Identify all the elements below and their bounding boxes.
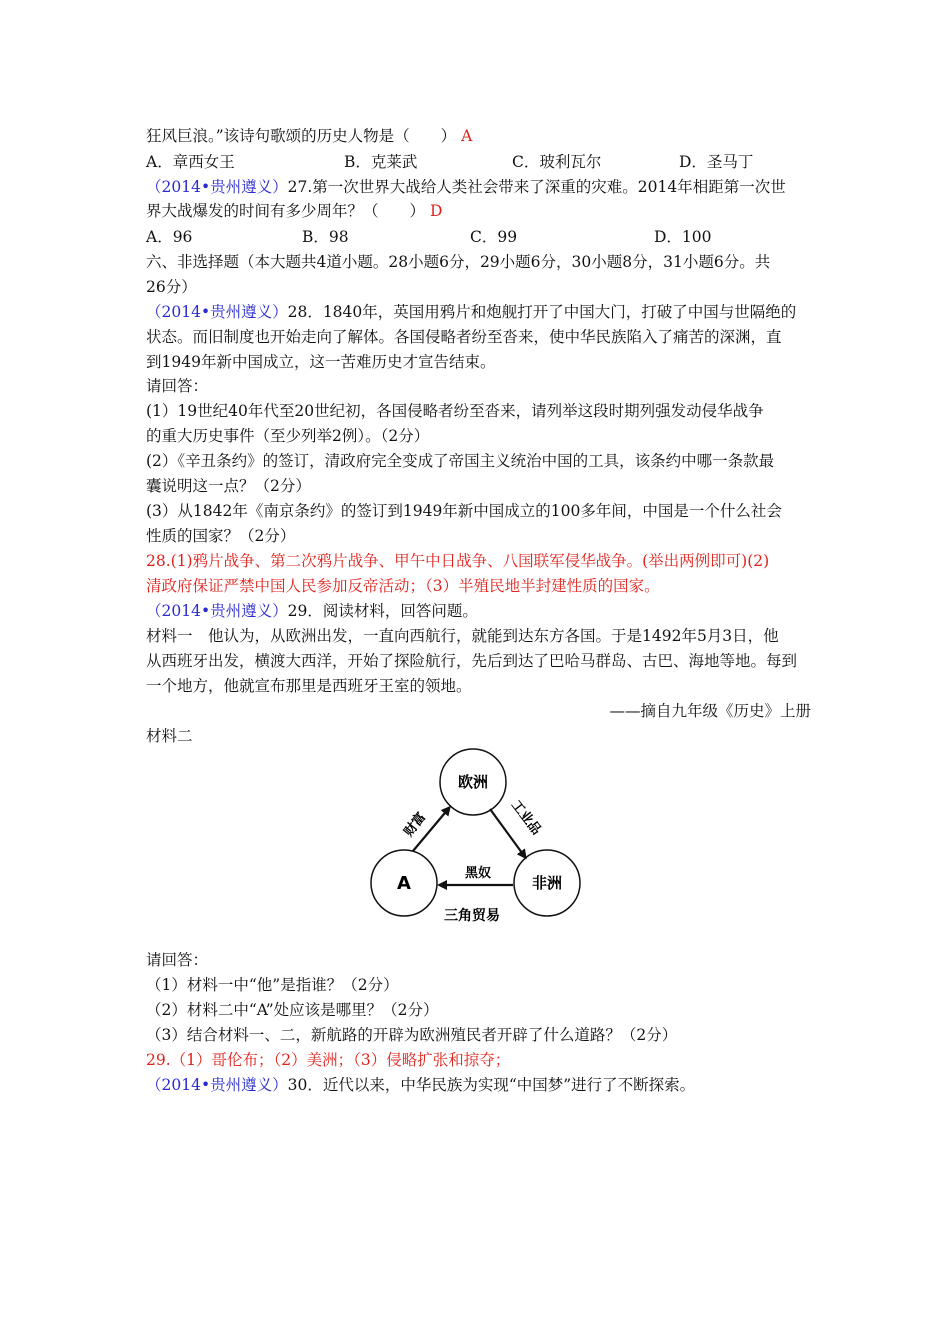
q28-sub2-line1: (2）《辛丑条约》的签订，清政府完全变成了帝国主义统治中国的工具，该条约中哪一条款最 (146, 452, 775, 470)
node-a-label: A (397, 873, 411, 894)
q28-sub3-line2: 性质的国家？（2分） (146, 527, 296, 545)
q30-source: （2014•贵州遵义） (146, 1076, 288, 1094)
africa-label: 非洲 (531, 874, 563, 892)
q29-sub3: （3）结合材料一、二，新航路的开辟为欧洲殖民者开辟了什么道路？（2分） (146, 1026, 678, 1044)
wealth-label: 财富 (401, 809, 430, 840)
q26-stem-text: 狂风巨浪。”该诗句歌颂的历史人物是（ ） (146, 127, 457, 145)
q27-stem-line1 (146, 177, 811, 197)
diagram-caption: 三角贸易 (444, 908, 500, 924)
q28-answer-line2: 清政府保证严禁中国人民参加反帝活动；（3）半殖民地半封建性质的国家。 (146, 577, 660, 595)
q26-answer: A (461, 127, 473, 145)
q28-stem-line2: 状态。而旧制度也开始走向了解体。各国侵略者纷至沓来，使中华民族陷入了痛苦的深渊，直 (146, 328, 782, 346)
q29-sub1: （1）材料一中“他”是指谁？（2分） (146, 976, 399, 994)
q26-stem (146, 126, 811, 146)
section6-heading: 六、非选择题（本大题共4道小题。28小题6分，29小题6分，30小题8分，31小题6分。共 (146, 253, 771, 271)
q28-stem-line3: 到1949年新中国成立，这一苦难历史才宣告结束。 (146, 353, 496, 371)
goods-label: 工业品 (507, 797, 544, 838)
q29-sub2: （2）材料二中“A”处应该是哪里？（2分） (146, 1001, 439, 1019)
q26-option-d: D．圣马丁 (679, 153, 754, 171)
q29-prompt: 请回答： (146, 951, 209, 969)
q27-stem-text-2: 界大战爆发的时间有多少周年？（ ） (146, 202, 426, 220)
q29-source: （2014•贵州遵义） (146, 602, 288, 620)
q26-option-b: B．克莱武 (344, 153, 418, 171)
q28-sub3-line1: (3）从1842年《南京条约》的签订到1949年新中国成立的100多年间，中国是一个什么社会 (146, 502, 782, 520)
q27-option-d: D．100 (654, 228, 712, 246)
q29-material1-line3: 一个地方，他就宣布那里是西班牙王室的领地。 (146, 677, 472, 695)
q27-stem-line2 (146, 201, 811, 221)
europe-label: 欧洲 (457, 773, 489, 791)
q28-stem-text: 28．1840年，英国用鸦片和炮舰打开了中国大门，打破了中国与世隔绝的 (287, 303, 797, 321)
section6-heading-2: 26分） (146, 278, 197, 296)
q30-stem (146, 1075, 811, 1095)
q29-material1-line2: 从西班牙出发，横渡大西洋，开始了探险航行，先后到达了巴哈马群岛、古巴、海地等地。每到 (146, 652, 798, 670)
q27-option-a: A．96 (146, 228, 193, 246)
q29-answer: 29.（1）哥伦布；（2）美洲；（3）侵略扩张和掠夺； (146, 1051, 511, 1069)
q29-material1-line1: 材料一 他认为，从欧洲出发，一直向西航行，就能到达东方各国。于是1492年5月3日，他 (146, 627, 779, 645)
q27-source: （2014•贵州遵义） (146, 178, 288, 196)
triangle-trade-diagram (350, 745, 600, 930)
q30-stem-text: 30．近代以来，中华民族为实现“中国梦”进行了不断探索。 (287, 1076, 696, 1094)
q26-option-a: A．章西女王 (146, 153, 235, 171)
q29-intro: 29．阅读材料，回答问题。 (287, 602, 478, 620)
q28-stem-line1 (146, 302, 811, 322)
q28-sub1-line2: 的重大历史事件（至少列举2例）。（2分） (146, 427, 430, 445)
q27-stem-text: 27.第一次世界大战给人类社会带来了深重的灾难。2014年相距第一次世 (287, 178, 786, 196)
q27-option-c: C．99 (470, 228, 518, 246)
slaves-label: 黑奴 (464, 866, 492, 881)
q28-sub2-line2: 囊说明这一点？（2分） (146, 477, 311, 495)
q29-stem (146, 601, 811, 621)
q28-prompt: 请回答： (146, 377, 209, 395)
q27-answer: D (429, 202, 443, 220)
q28-answer-line1: 28.(1)鸦片战争、第二次鸦片战争、甲午中日战争、八国联军侵华战争。(举出两例即可)(2) (146, 552, 770, 570)
q28-source: （2014•贵州遵义） (146, 303, 288, 321)
q26-option-c: C．玻利瓦尔 (512, 153, 602, 171)
q27-option-b: B．98 (302, 228, 349, 246)
q28-sub1-line1: (1）19世纪40年代至20世纪初，各国侵略者纷至沓来，请列举这段时期列强发动侵华战争 (146, 402, 764, 420)
q29-material1-citation: ——摘自九年级《历史》上册 (609, 702, 811, 720)
q29-material2-label: 材料二 (146, 727, 193, 745)
